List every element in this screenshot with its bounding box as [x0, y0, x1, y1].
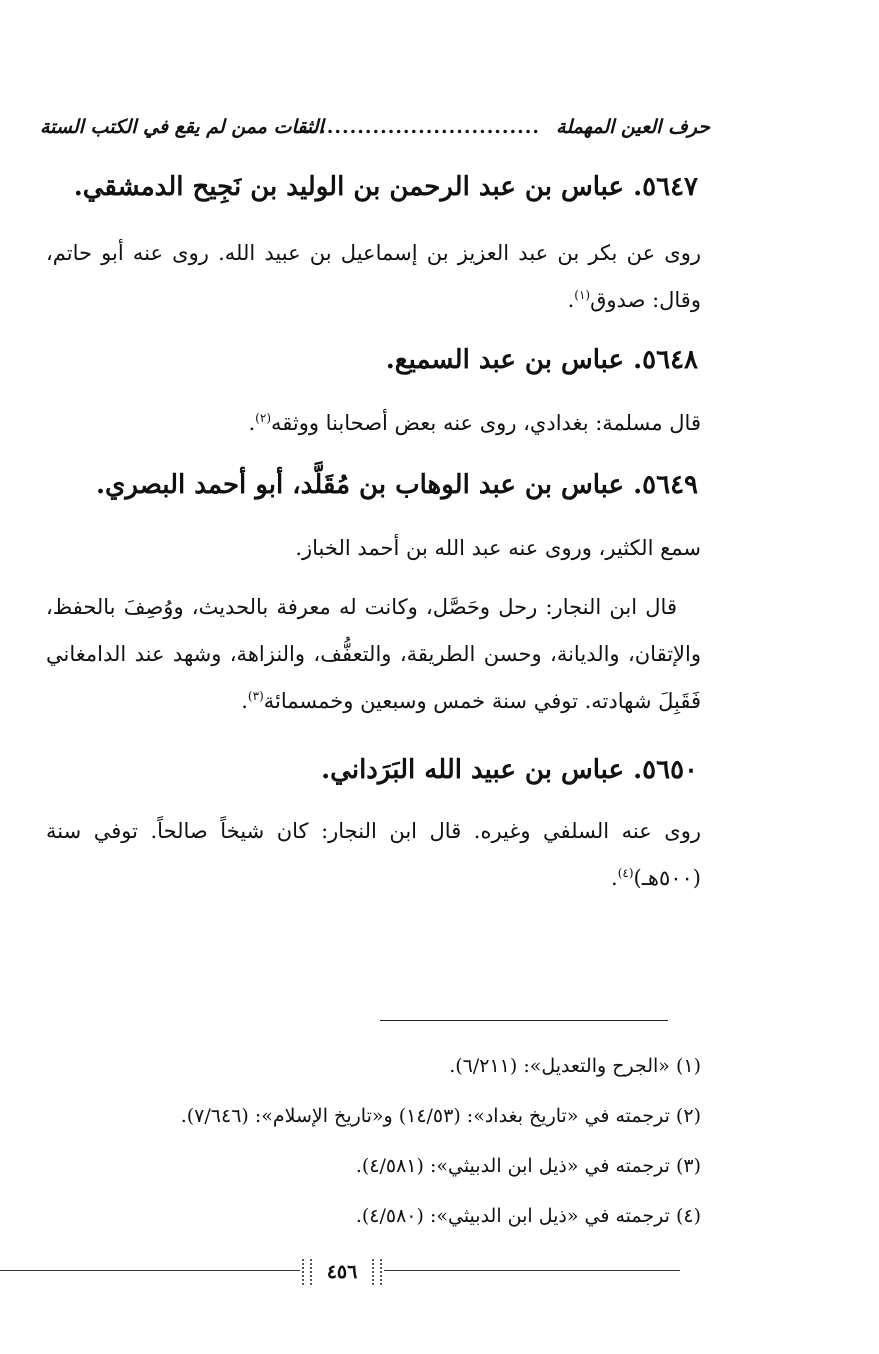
entry-title-5650: ٥٦٥٠. عباس بن عبيد الله البَرَداني.: [321, 755, 698, 785]
entry-paragraph: [46, 400, 701, 447]
ornament-left: [302, 1259, 312, 1285]
paragraph-tail: .: [241, 689, 248, 713]
entry-body-5650: [46, 808, 701, 902]
header-chapter-title: حرف العين المهملة: [556, 116, 710, 138]
paragraph-text: سمع الكثير، وروى عنه عبد الله بن أحمد الخباز.: [295, 536, 701, 560]
paragraph-tail: .: [248, 411, 256, 435]
header-dot-leader: ...............................: [303, 116, 540, 138]
paragraph-tail: .: [611, 866, 618, 890]
paragraph-text: روى عنه السلفي وغيره. قال ابن النجار: كان شيخاً صالحاً. توفي سنة (٥٠٠هـ): [46, 819, 701, 890]
footnote-4: (٤) ترجمته في «ذيل ابن الدبيثي»: (٤/٥٨٠).: [355, 1205, 701, 1227]
entry-title-5648: ٥٦٤٨. عباس بن عبد السميع.: [385, 345, 698, 375]
entry-paragraph: [46, 584, 701, 725]
header-book-title: الثقات ممن لم يقع في الكتب الستة: [40, 116, 324, 138]
bottom-rule-left: [0, 1270, 300, 1271]
footnote-ref[interactable]: (١): [574, 288, 591, 302]
footnote-ref[interactable]: (٢): [255, 411, 271, 425]
paragraph-tail: .: [567, 288, 575, 312]
footnote-ref[interactable]: (٣): [247, 689, 264, 703]
entry-title-5649: ٥٦٤٩. عباس بن عبد الوهاب بن مُقَلَّد، أبو أحمد البصري.: [95, 470, 698, 500]
footnote-1: (١) «الجرح والتعديل»: (٦/٢١١).: [449, 1055, 701, 1077]
paragraph-text: قال ابن النجار: رحل وحَصَّل، وكانت له معرفة بالحديث، ووُصِفَ بالحفظ، والإتقان، والديانة، وحسن الطريقة، والتعفُّف، والنزاهة، وشهد عند الدامغاني فَقَبِلَ شهادته. توفي سنة خمس وسبعين وخمسمائة: [46, 595, 701, 713]
paragraph-text: روى عن بكر بن عبد العزيز بن إسماعيل بن عبيد الله. روى عنه أبو حاتم، وقال: صدوق: [46, 241, 701, 312]
entry-paragraph: [46, 525, 701, 572]
footnote-separator: [380, 1020, 668, 1021]
page-number-text: ٤٥٦: [326, 1261, 358, 1283]
page-number: [300, 1255, 384, 1289]
entry-paragraph: [46, 230, 701, 324]
bottom-rule-right: [384, 1270, 680, 1271]
footnote-ref[interactable]: (٤): [617, 866, 634, 880]
entry-body-5648: [46, 400, 701, 447]
footnote-3: (٣) ترجمته في «ذيل ابن الدبيثي»: (٤/٥٨١).: [355, 1155, 701, 1177]
ornament-right: [372, 1259, 382, 1285]
footnote-2: (٢) ترجمته في «تاريخ بغداد»: (١٤/٥٣) و«تاريخ الإسلام»: (٧/٦٤٦).: [180, 1105, 701, 1127]
entry-title-5647: ٥٦٤٧. عباس بن عبد الرحمن بن الوليد بن نَجِيح الدمشقي.: [73, 172, 698, 202]
entry-body-5649: [46, 525, 701, 725]
paragraph-text: قال مسلمة: بغدادي، روى عنه بعض أصحابنا ووثقه: [271, 411, 701, 435]
running-header: [40, 112, 710, 148]
entry-body-5647: [46, 230, 701, 324]
entry-paragraph: [46, 808, 701, 902]
